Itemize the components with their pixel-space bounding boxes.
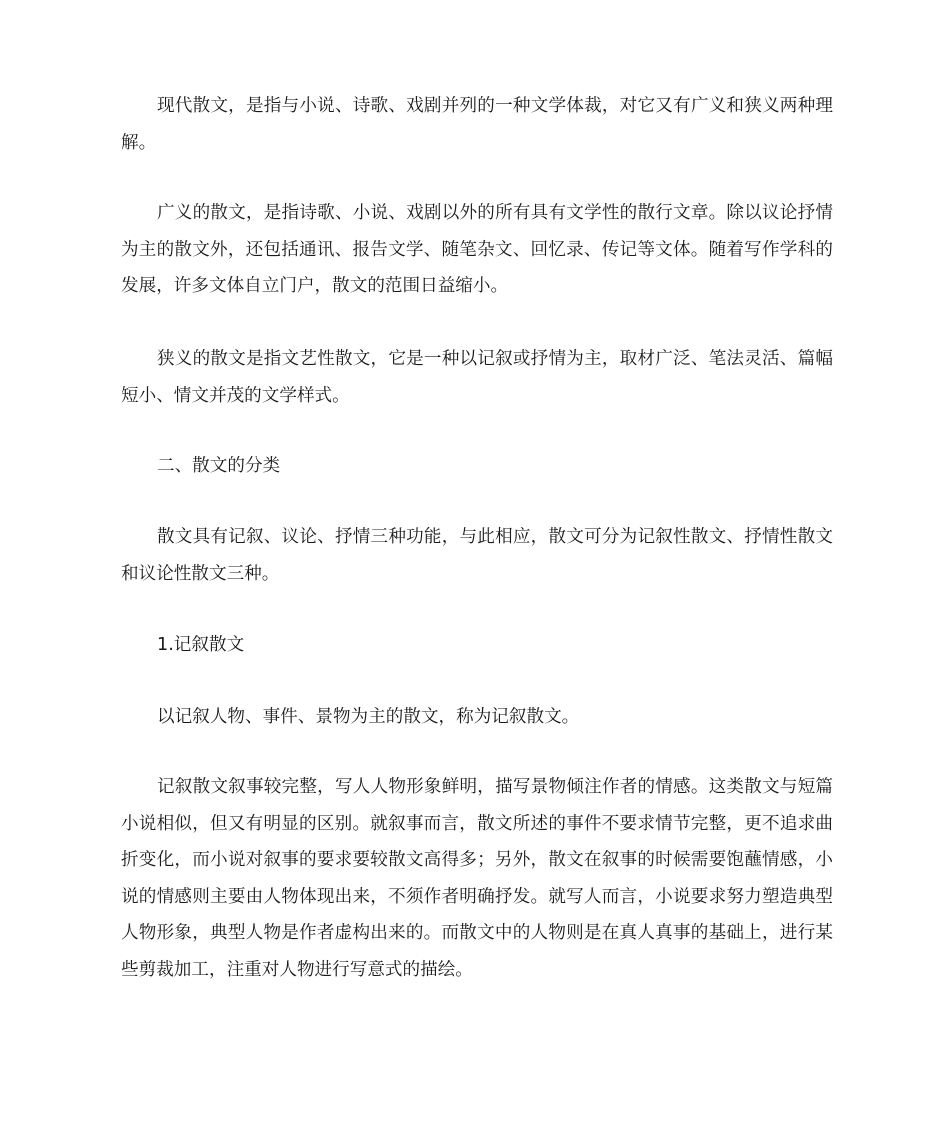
paragraph-narrow-prose: 狭义的散文是指文艺性散文，它是一种以记叙或抒情为主，取材广泛、笔法灵活、篇幅短小、情文并茂的文学样式。 [121, 349, 833, 406]
paragraph-narrative-prose-details: 记叙散文叙事较完整，写人人物形象鲜明，描写景物倾注作者的情感。这类散文与短篇小说相似，但又有明显的区别。就叙事而言，散文所述的事件不要求情节完整，更不追求曲折变化，而小说对叙事的要求要较散文高得多；另外，散文在叙事的时候需要饱蘸情感，小说的情感则主要由人物体现出来，不须作者明确抒发。就写人而言，小说要求努力塑造典型人物形象，典型人物是作者虚构出来的。而散文中的人物则是在真人真事的基础上，进行某些剪裁加工，注重对人物进行写意式的描绘。 [121, 777, 833, 980]
paragraph-broad-prose: 广义的散文，是指诗歌、小说、戏剧以外的所有具有文学性的散行文章。除以议论抒情为主的散文外，还包括通讯、报告文学、随笔杂文、回忆录、传记等文体。随着写作学科的发展，许多文体自立门户，散文的范围日益缩小。 [121, 203, 833, 297]
paragraph-prose-functions: 散文具有记叙、议论、抒情三种功能，与此相应，散文可分为记叙性散文、抒情性散文和议论性散文三种。 [121, 527, 833, 584]
paragraph-modern-prose-definition: 现代散文，是指与小说、诗歌、戏剧并列的一种文学体裁，对它又有广义和狭义两种理解。 [121, 96, 833, 153]
subsection-heading-narrative-prose: 1.记叙散文 [157, 635, 245, 655]
paragraph-narrative-prose-definition: 以记叙人物、事件、景物为主的散文，称为记叙散文。 [157, 707, 580, 727]
section-heading-prose-classification: 二、散文的分类 [157, 456, 281, 476]
